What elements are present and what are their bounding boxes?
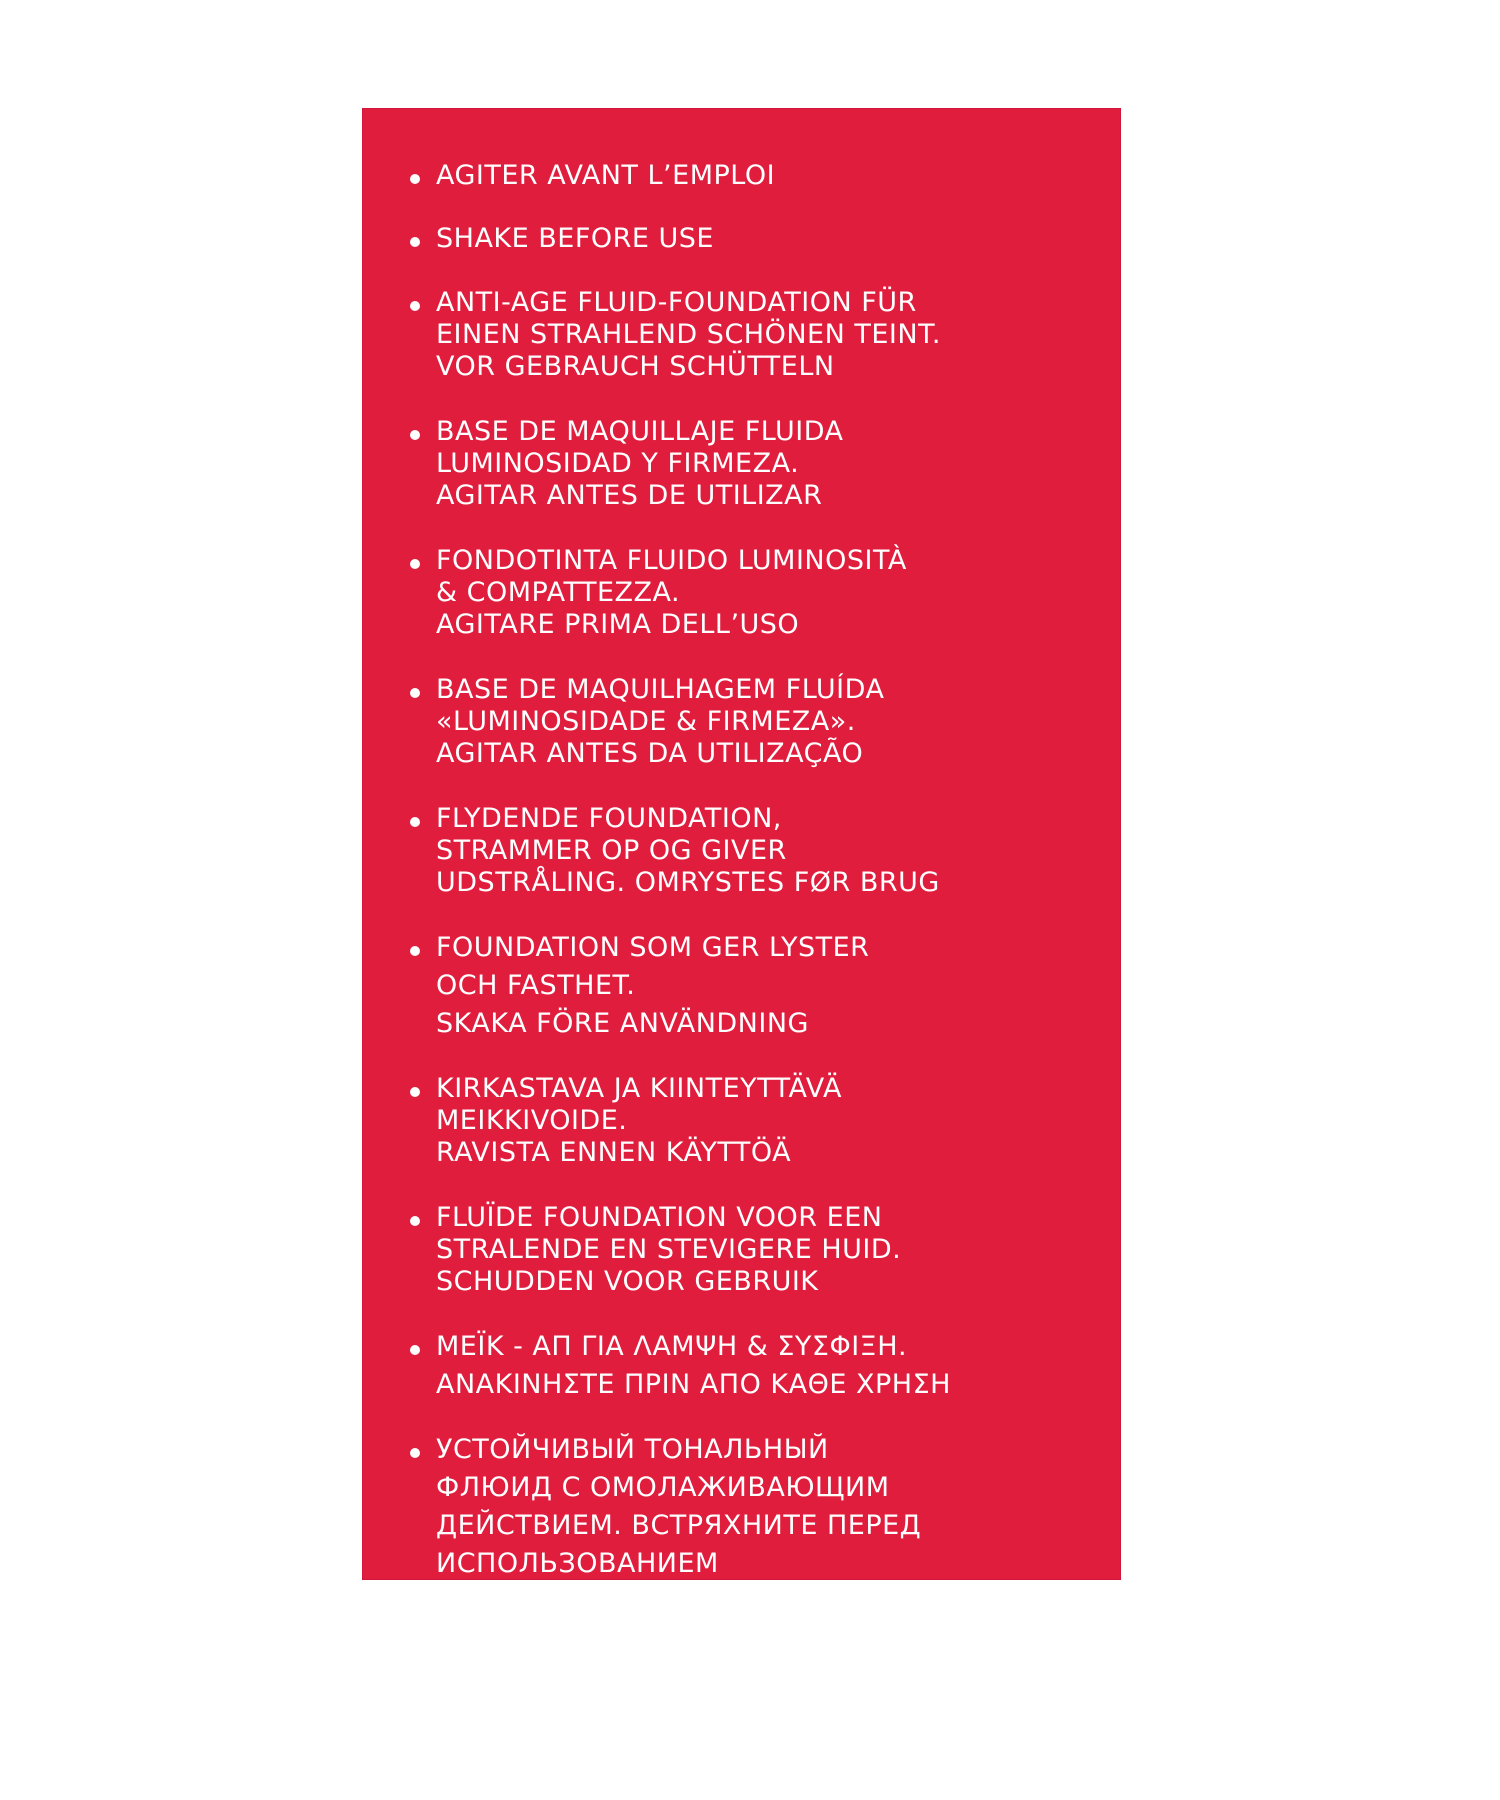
instruction-line: UDSTRÅLING. OMRYSTES FØR BRUG: [436, 867, 940, 898]
instruction-line: BASE DE MAQUILLAJE FLUIDA: [436, 416, 844, 447]
instruction-text: [436, 1331, 951, 1401]
instruction-text: [436, 287, 941, 383]
instruction-item: [410, 1202, 1110, 1298]
instruction-item: [410, 160, 1110, 192]
instruction-line: VOR GEBRAUCH SCHÜTTELN: [436, 351, 835, 382]
instruction-line: ДЕЙСТВИЕМ. ВСТРЯХНИТЕ ПЕРЕД: [436, 1510, 922, 1541]
instruction-line: ΑΝΑΚΙΝΗΣΤΕ ΠΡΙΝ ΑΠΟ ΚΑΘΕ ΧΡΗΣΗ: [436, 1369, 951, 1400]
instruction-line: ANTI-AGE FLUID-FOUNDATION FÜR: [436, 287, 917, 318]
instruction-text: [436, 416, 844, 512]
instruction-line: FOUNDATION SOM GER LYSTER: [436, 932, 870, 963]
instruction-item: [410, 674, 1110, 770]
instruction-line: OCH FASTHET.: [436, 970, 636, 1001]
instruction-line: AGITARE PRIMA DELL’USO: [436, 609, 800, 640]
instruction-line: RAVISTA ENNEN KÄYTTÖÄ: [436, 1137, 792, 1168]
instruction-text: [436, 1202, 901, 1298]
bullet-icon: [410, 946, 420, 956]
instruction-line: SHAKE BEFORE USE: [436, 223, 714, 254]
instruction-line: EINEN STRAHLEND SCHÖNEN TEINT.: [436, 319, 941, 350]
bullet-icon: [410, 237, 420, 247]
instruction-line: AGITAR ANTES DE UTILIZAR: [436, 480, 823, 511]
bullet-icon: [410, 1448, 420, 1458]
instruction-item: [410, 223, 1110, 255]
instruction-line: STRAMMER OP OG GIVER: [436, 835, 787, 866]
instruction-line: AGITER AVANT L’EMPLOI: [436, 160, 776, 191]
instruction-item: [410, 1073, 1110, 1169]
instruction-line: ФЛЮИД С ОМОЛАЖИВАЮЩИМ: [436, 1472, 890, 1503]
instruction-line: BASE DE MAQUILHAGEM FLUÍDA: [436, 674, 885, 705]
instruction-item: [410, 287, 1110, 383]
instruction-item: [410, 932, 1110, 1040]
instruction-line: УСТОЙЧИВЫЙ ТОНАЛЬНЫЙ: [436, 1434, 829, 1465]
instruction-item: [410, 1331, 1110, 1401]
instruction-text: [436, 160, 775, 192]
bullet-icon: [410, 301, 420, 311]
bullet-icon: [410, 688, 420, 698]
instruction-line: MEIKKIVOIDE.: [436, 1105, 628, 1136]
bullet-icon: [410, 174, 420, 184]
instruction-item: [410, 803, 1110, 899]
instruction-text: [436, 674, 884, 770]
instruction-text: [436, 223, 714, 255]
instruction-line: AGITAR ANTES DA UTILIZAÇÃO: [436, 738, 864, 769]
instruction-list: [410, 160, 1110, 1580]
instruction-line: STRALENDE EN STEVIGERE HUID.: [436, 1234, 902, 1265]
bullet-icon: [410, 1345, 420, 1355]
instruction-line: FLYDENDE FOUNDATION,: [436, 803, 782, 834]
instruction-line: «LUMINOSIDADE & FIRMEZA».: [436, 706, 856, 737]
instruction-line: & COMPATTEZZA.: [436, 577, 681, 608]
instruction-line: KIRKASTAVA JA KIINTEYTTÄVÄ: [436, 1073, 842, 1104]
instruction-text: [436, 545, 907, 641]
instruction-line: ΜΕΪΚ - ΑΠ ΓΙΑ ΛΑΜΨΗ & ΣΥΣΦΙΞΗ.: [436, 1331, 908, 1362]
bullet-icon: [410, 1216, 420, 1226]
instruction-line: LUMINOSIDAD Y FIRMEZA.: [436, 448, 800, 479]
bullet-icon: [410, 430, 420, 440]
bullet-icon: [410, 1087, 420, 1097]
instruction-item: [410, 416, 1110, 512]
instruction-line: SKAKA FÖRE ANVÄNDNING: [436, 1008, 809, 1039]
instruction-line: FONDOTINTA FLUIDO LUMINOSITÀ: [436, 545, 907, 576]
instruction-line: FLUÏDE FOUNDATION VOOR EEN: [436, 1202, 883, 1233]
instruction-text: [436, 1434, 921, 1580]
instruction-item: [410, 545, 1110, 641]
instruction-text: [436, 803, 940, 899]
instruction-text: [436, 1073, 842, 1169]
instruction-line: SCHUDDEN VOOR GEBRUIK: [436, 1266, 819, 1297]
bullet-icon: [410, 817, 420, 827]
instruction-item: [410, 1434, 1110, 1580]
red-label-panel: [362, 108, 1121, 1580]
instruction-text: [436, 932, 869, 1040]
bullet-icon: [410, 559, 420, 569]
instruction-line: ИСПОЛЬЗОВАНИЕМ: [436, 1548, 719, 1579]
